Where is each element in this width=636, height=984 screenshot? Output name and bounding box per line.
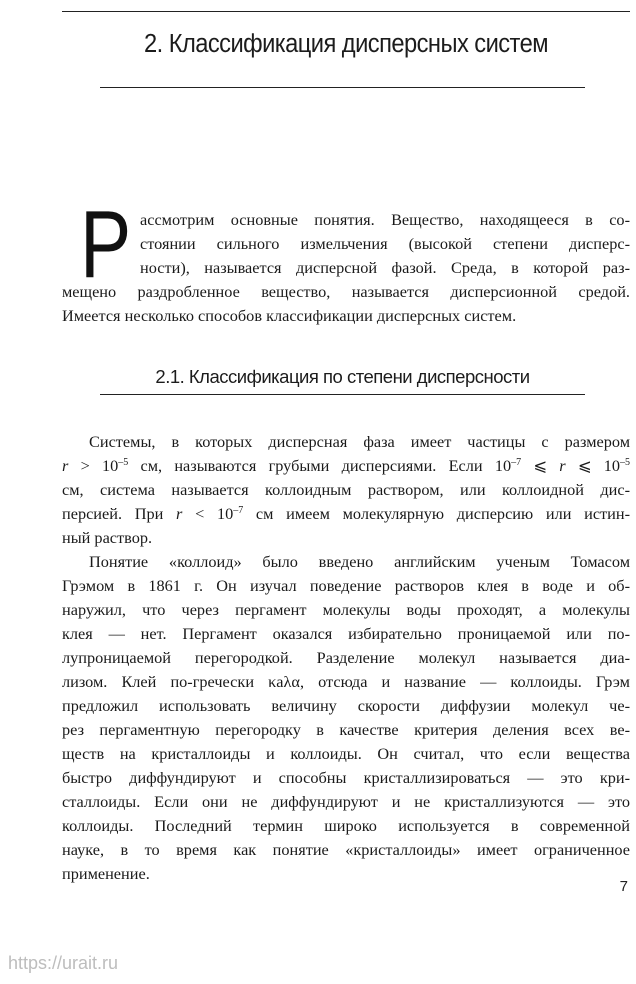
drop-cap: Р <box>80 191 132 298</box>
chapter-title: 2. Классификация дисперсных систем <box>144 30 548 58</box>
section-title: 2.1. Классификация по степени дисперсности <box>155 366 530 387</box>
text-line: применение. <box>62 864 150 883</box>
body-text <box>62 430 630 886</box>
text-line: $r > 10^{-5}$ см, называются грубыми дисперсиями. Если $10^{-7}$ ⩽ r ⩽ $10^{-5}$ <box>62 456 630 475</box>
section-title-rule <box>100 394 585 395</box>
text-line: предложил использовать величину скорости диффузии молекул че- <box>62 696 630 715</box>
text-line: рез пергаментную перегородку в качестве критерия деления всех ве- <box>62 720 630 739</box>
text-line: быстро диффундируют и способны кристаллизироваться — это кри- <box>62 768 630 787</box>
text-line: сталлоиды. Если они не диффундируют и не кристаллизуются — это <box>62 792 630 811</box>
watermark-link[interactable]: https://urait.ru <box>8 953 119 973</box>
text-line: персией. При $r < 10^{-7}$ см имеем молекулярную дисперсию или истин- <box>62 504 631 523</box>
variable-r: r <box>559 456 566 475</box>
text-line: наружил, что через пергамент молекулы воды проходят, а молекулы <box>62 600 630 619</box>
text-line: ществ на кристаллоиды и коллоиды. Он считал, что если вещества <box>62 744 630 763</box>
chapter-title-rule <box>100 87 585 88</box>
text-line: лизом. Клей по-гречески κaλα, отсюда и название — коллоиды. Грэм <box>62 672 630 691</box>
text-line: Понятие «коллоид» было введено английским ученым Томасом <box>89 552 630 571</box>
text-line: коллоиды. Последний термин широко используется в современной <box>62 816 630 835</box>
intro-line: мещено раздробленное вещество, называется дисперсионной средой. <box>62 282 630 301</box>
page-number: 7 <box>619 878 628 895</box>
intro-line: стоянии сильного измельчения (высокой степени дисперс- <box>140 234 630 253</box>
intro-line: Имеется несколько способов классификации дисперсных систем. <box>62 306 517 325</box>
text-line: лупроницаемой перегородкой. Разделение молекул называется диа- <box>62 648 630 667</box>
paragraph-dispersity <box>62 430 630 550</box>
text-line: науке, в то время как понятие «кристаллоиды» имеет ограниченное <box>62 840 630 859</box>
text-line: Системы, в которых дисперсная фаза имеет частицы с размером <box>89 432 630 451</box>
variable-r: r <box>176 504 183 523</box>
text-line: клея — нет. Пергамент оказался избирательно проницаемой или по- <box>62 624 630 643</box>
header-rule <box>62 11 630 12</box>
text-line: ный раствор. <box>62 528 153 547</box>
paragraph-colloid-history <box>62 550 630 886</box>
intro-line: ассмотрим основные понятия. Вещество, находящееся в со- <box>140 210 630 229</box>
text-line: Грэмом в 1861 г. Он изучал поведение растворов клея в воде и об- <box>62 576 630 595</box>
variable-r: r <box>62 456 69 475</box>
intro-line: ности), называется дисперсной фазой. Среда, в которой раз- <box>140 258 630 277</box>
text-line: см, система называется коллоидным раствором, или коллоидной дис- <box>62 480 630 499</box>
intro-paragraph <box>62 191 630 328</box>
